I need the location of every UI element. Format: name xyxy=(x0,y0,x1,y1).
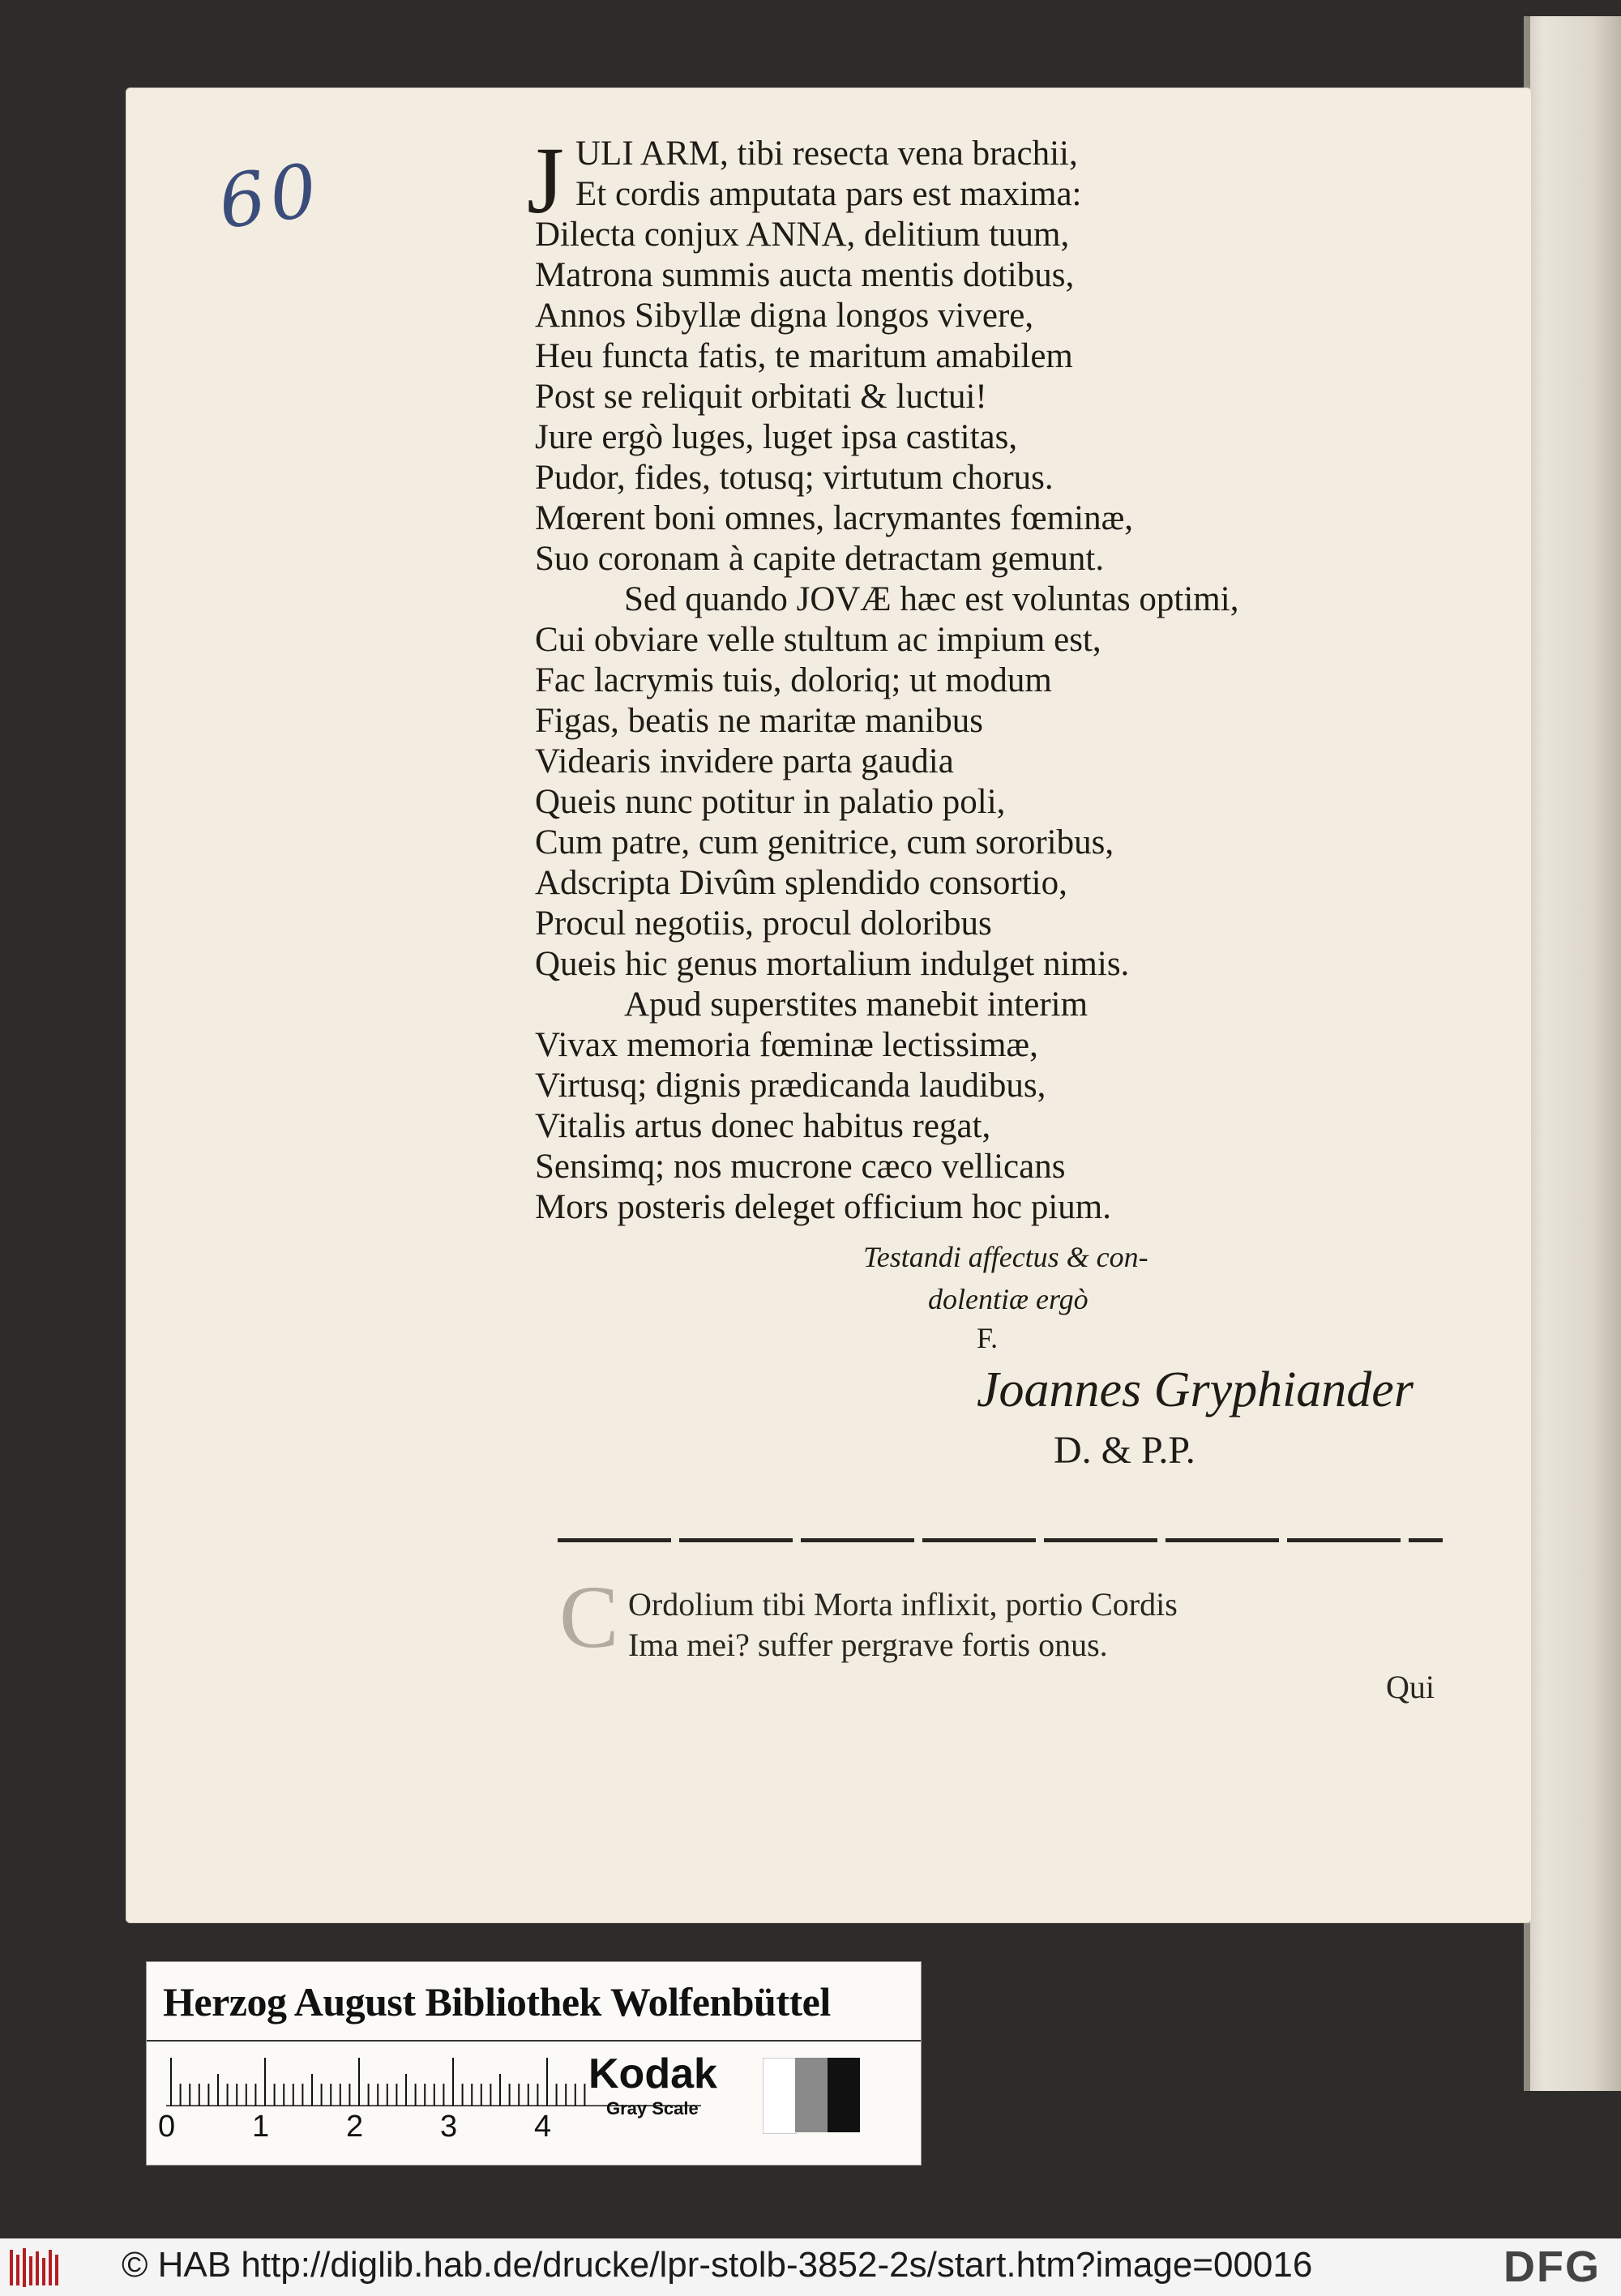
ruler-label: 4 xyxy=(534,2110,552,2144)
poem-line: Vivax memoria fœminæ lectissimæ, xyxy=(535,1026,1038,1064)
ruler-label: 0 xyxy=(158,2110,176,2144)
ruler-label: 3 xyxy=(440,2110,458,2144)
signoff-f: F. xyxy=(977,1322,999,1354)
second-poem xyxy=(628,1584,1178,1665)
poem-line: Pudor, fides, totusq; virtutum chorus. xyxy=(535,459,1054,497)
poem-line: Cum patre, cum genitrice, cum sororibus, xyxy=(535,823,1114,862)
ruler-label: 2 xyxy=(346,2110,364,2144)
ruler-label: 1 xyxy=(252,2110,270,2144)
card-divider xyxy=(147,2040,921,2042)
poem-line: Jure ergò luges, luget ipsa castitas, xyxy=(535,418,1018,456)
dfg-logo: DFG xyxy=(1503,2243,1601,2291)
poem-line: Queis hic genus mortalium indulget nimis. xyxy=(535,945,1130,983)
footer-url[interactable]: © HAB http://diglib.hab.de/drucke/lpr-stolb-3852-2s/start.htm?image=00016 xyxy=(122,2245,1313,2285)
poem-line: Vitalis artus donec habitus regat, xyxy=(535,1107,991,1145)
poem-line: Figas, beatis ne maritæ manibus xyxy=(535,702,983,740)
second-drop-cap: C xyxy=(559,1567,619,1666)
poem-line: Virtusq; dignis prædicanda laudibus, xyxy=(535,1067,1046,1105)
poem-line: Adscripta Divûm splendido consortio, xyxy=(535,864,1067,902)
poem-line: Matrona summis aucta mentis dotibus, xyxy=(535,256,1075,294)
adjacent-page xyxy=(1524,16,1621,2091)
poem-line: Sensimq; nos mucrone cæco vellicans xyxy=(535,1148,1066,1186)
poem-line: Annos Sibyllæ digna longos vivere, xyxy=(535,297,1034,335)
poem-line: Ordolium tibi Morta inflixit, portio Cordis xyxy=(628,1586,1178,1623)
poem-line: Videaris invidere parta gaudia xyxy=(535,742,954,780)
white-patch xyxy=(763,2058,797,2134)
footer-bar xyxy=(0,2238,1621,2296)
poem-line: Mors posteris deleget officium hoc pium. xyxy=(535,1188,1111,1226)
signoff-line-2: dolentiæ ergò xyxy=(928,1283,1089,1315)
author-title: D. & P.P. xyxy=(1054,1429,1195,1472)
hab-logo-icon xyxy=(8,2247,66,2289)
poem-line: Mœrent boni omnes, lacrymantes fœminæ, xyxy=(535,499,1134,537)
library-name: Herzog August Bibliothek Wolfenbüttel xyxy=(163,1979,831,2024)
poem-line: Apud superstites manebit interim xyxy=(624,986,1089,1024)
section-divider xyxy=(558,1538,1443,1542)
poem-line: Procul negotiis, procul doloribus xyxy=(535,904,992,943)
signoff-line-1: Testandi affectus & con- xyxy=(863,1241,1148,1273)
poem-line: Et cordis amputata pars est maxima: xyxy=(575,175,1082,213)
black-patch xyxy=(828,2058,860,2132)
gray-patch xyxy=(795,2058,828,2132)
folio-number: 60 xyxy=(213,147,327,246)
poem-line: Fac lacrymis tuis, doloriq; ut modum xyxy=(535,661,1052,699)
poem xyxy=(535,134,1238,1228)
author-signature: Joannes Gryphiander xyxy=(977,1362,1414,1417)
poem-line: Post se reliquit orbitati & luctui! xyxy=(535,378,987,416)
poem-line: Suo coronam à capite detractam gemunt. xyxy=(535,540,1105,578)
poem-line: Cui obviare velle stultum ac impium est, xyxy=(535,621,1101,659)
poem-line: Heu functa fatis, te maritum amabilem xyxy=(535,337,1073,375)
gray-scale-label: Gray Scale xyxy=(606,2098,699,2119)
poem-line: Queis nunc potitur in palatio poli, xyxy=(535,783,1006,821)
color-card xyxy=(146,1961,922,2166)
poem-line: Ima mei? suffer pergrave fortis onus. xyxy=(628,1627,1108,1663)
catchword: Qui xyxy=(1386,1669,1435,1705)
poem-line: ULI ARM, tibi resecta vena brachii, xyxy=(575,135,1078,173)
poem-line: Sed quando JOVÆ hæc est voluntas optimi, xyxy=(624,580,1239,618)
drop-cap: J xyxy=(527,127,564,233)
kodak-logo: Kodak xyxy=(588,2050,717,2097)
poem-line: Dilecta conjux ANNA, delitium tuum, xyxy=(535,216,1070,254)
